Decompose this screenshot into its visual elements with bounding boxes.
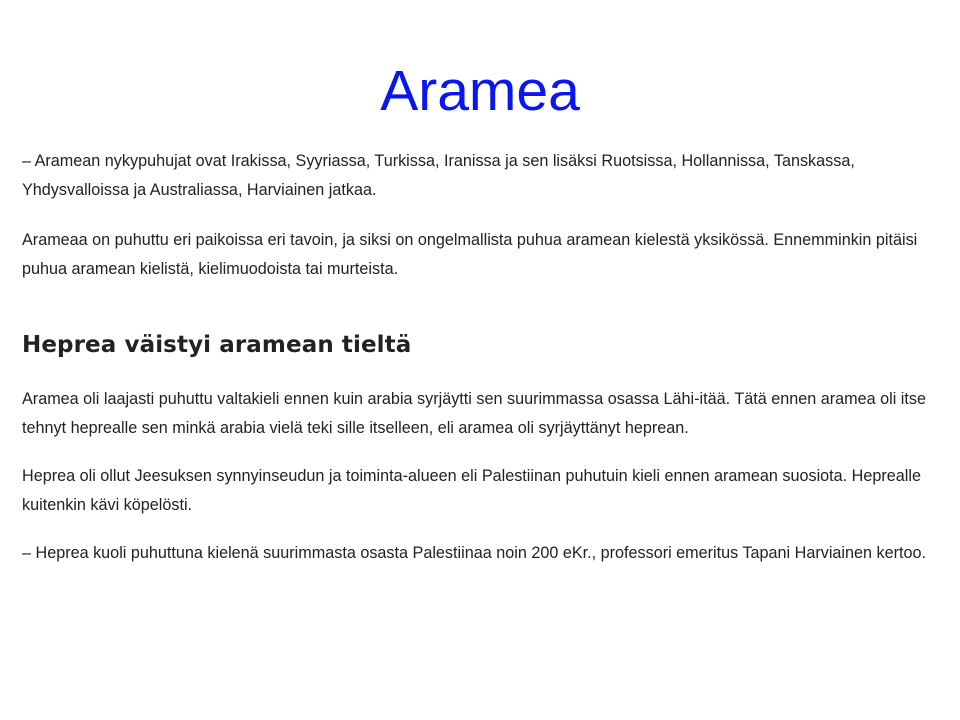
- article-paragraph: – Heprea kuoli puhuttuna kielenä suurimmasta osasta Palestiinaa noin 200 eKr., professori emeritus Tapani Harviainen kertoo.: [22, 544, 927, 562]
- article-paragraph: – Aramean nykypuhujat ovat Irakissa, Syyriassa, Turkissa, Iranissa ja sen lisäksi Ruotsissa, Hollannissa, Tanskassa, Yhdysvalloissa ja Australiassa, Harviainen jatkaa.: [22, 152, 855, 199]
- page-title: Aramea: [380, 59, 580, 123]
- article-paragraph: Aramea oli laajasti puhuttu valtakieli ennen kuin arabia syrjäytti sen suurimmassa osassa Lähi-itää. Tätä ennen aramea oli itse tehnyt heprealle sen minkä arabia vielä teki sille itselleen, eli aramea oli syrjäyttänyt heprean.: [22, 390, 926, 437]
- section-heading: Heprea väistyi aramean tieltä: [22, 332, 412, 358]
- article-paragraph: Heprea oli ollut Jeesuksen synnyinseudun ja toiminta-alueen eli Palestiinan puhutuin kieli ennen aramean suosiota. Heprealle kuitenkin kävi köpelösti.: [22, 467, 921, 514]
- article-paragraph: Arameaa on puhuttu eri paikoissa eri tavoin, ja siksi on ongelmallista puhua aramean kielestä yksikössä. Ennemminkin pitäisi puhua aramean kielistä, kielimuodoista tai murteista.: [22, 231, 918, 278]
